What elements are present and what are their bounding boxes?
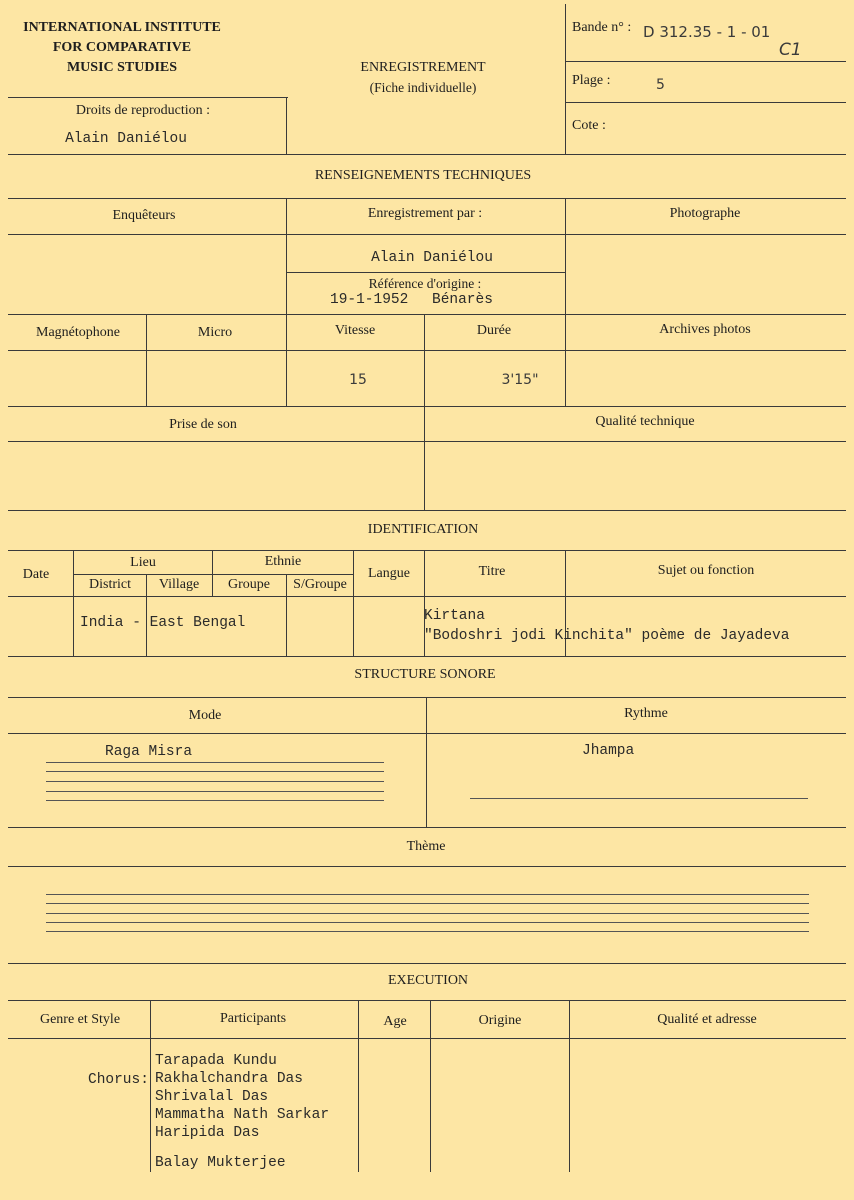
photographe-label: Photographe xyxy=(669,206,741,221)
lieu-value: India - East Bengal xyxy=(80,615,246,631)
bande-value: D 312.35 - 1 - 01 xyxy=(643,23,771,41)
structure-section-title: STRUCTURE SONORE xyxy=(354,667,496,682)
mode-value: Raga Misra xyxy=(105,744,193,760)
participant-name: Shrivalal Das xyxy=(155,1089,269,1105)
enqueteurs-label: Enquêteurs xyxy=(112,208,176,223)
genre-style-label: Genre et Style xyxy=(39,1012,121,1027)
mode-label: Mode xyxy=(188,708,222,723)
enregistrement-par-label: Enregistrement par : xyxy=(367,206,483,221)
titre-line2: "Bodoshri jodi Kinchita" poème de Jayadeva xyxy=(424,628,790,644)
bande-note: C1 xyxy=(779,40,802,60)
lieu-label: Lieu xyxy=(130,555,156,570)
droits-label: Droits de reproduction : xyxy=(75,103,211,118)
duree-label: Durée xyxy=(476,323,512,338)
ethnie-label: Ethnie xyxy=(264,554,302,569)
reference-place: Bénarès xyxy=(432,292,493,308)
duree-value: 3'15" xyxy=(501,372,539,388)
groupe-label: Groupe xyxy=(228,577,270,592)
qualite-adresse-label: Qualité et adresse xyxy=(657,1012,757,1027)
vitesse-label: Vitesse xyxy=(334,323,376,338)
reference-date: 19-1-1952 xyxy=(330,292,409,308)
institute-name-line1: INTERNATIONAL INSTITUTE xyxy=(23,20,221,35)
langue-label: Langue xyxy=(368,566,410,581)
technique-section-title: RENSEIGNEMENTS TECHNIQUES xyxy=(314,168,532,183)
rythme-value: Jhampa xyxy=(582,743,635,759)
institute-name-line3: MUSIC STUDIES xyxy=(66,60,178,75)
plage-label: Plage : xyxy=(572,73,611,88)
participant-name: Tarapada Kundu xyxy=(155,1053,277,1069)
micro-label: Micro xyxy=(197,325,233,340)
date-label: Date xyxy=(22,567,50,582)
institute-name-line2: FOR COMPARATIVE xyxy=(52,40,192,55)
identification-section-title: IDENTIFICATION xyxy=(367,522,479,537)
age-label: Age xyxy=(383,1014,407,1029)
bande-label: Bande n° : xyxy=(572,20,632,35)
archives-label: Archives photos xyxy=(659,322,751,337)
vitesse-value: 15 xyxy=(349,372,367,388)
execution-section-title: EXECUTION xyxy=(387,973,469,988)
participant-name: Balay Mukterjee xyxy=(155,1155,286,1171)
participant-name: Haripida Das xyxy=(155,1125,260,1141)
reference-label: Référence d'origine : xyxy=(368,276,482,291)
enregistrement-par-value: Alain Daniélou xyxy=(371,250,493,266)
sujet-label: Sujet ou fonction xyxy=(657,563,755,578)
genre-value: Chorus: xyxy=(88,1072,149,1088)
titre-label: Titre xyxy=(478,564,506,579)
rythme-label: Rythme xyxy=(624,706,668,721)
district-label: District xyxy=(89,577,131,592)
participant-name: Rakhalchandra Das xyxy=(155,1071,303,1087)
droits-value: Alain Daniélou xyxy=(65,131,187,147)
titre-line1: Kirtana xyxy=(424,608,485,624)
participants-label: Participants xyxy=(219,1011,287,1026)
theme-label: Thème xyxy=(406,839,446,854)
village-label: Village xyxy=(158,577,200,592)
form-title: ENREGISTREMENT xyxy=(360,60,486,75)
sgroupe-label: S/Groupe xyxy=(293,577,347,592)
magnetophone-label: Magnétophone xyxy=(36,325,120,340)
cote-label: Cote : xyxy=(572,118,606,133)
form-subtitle: (Fiche individuelle) xyxy=(369,80,477,95)
plage-value: 5 xyxy=(656,77,665,93)
participant-name: Mammatha Nath Sarkar xyxy=(155,1107,330,1123)
qualite-technique-label: Qualité technique xyxy=(595,414,695,429)
origine-label: Origine xyxy=(478,1013,522,1028)
prise-de-son-label: Prise de son xyxy=(169,417,237,432)
